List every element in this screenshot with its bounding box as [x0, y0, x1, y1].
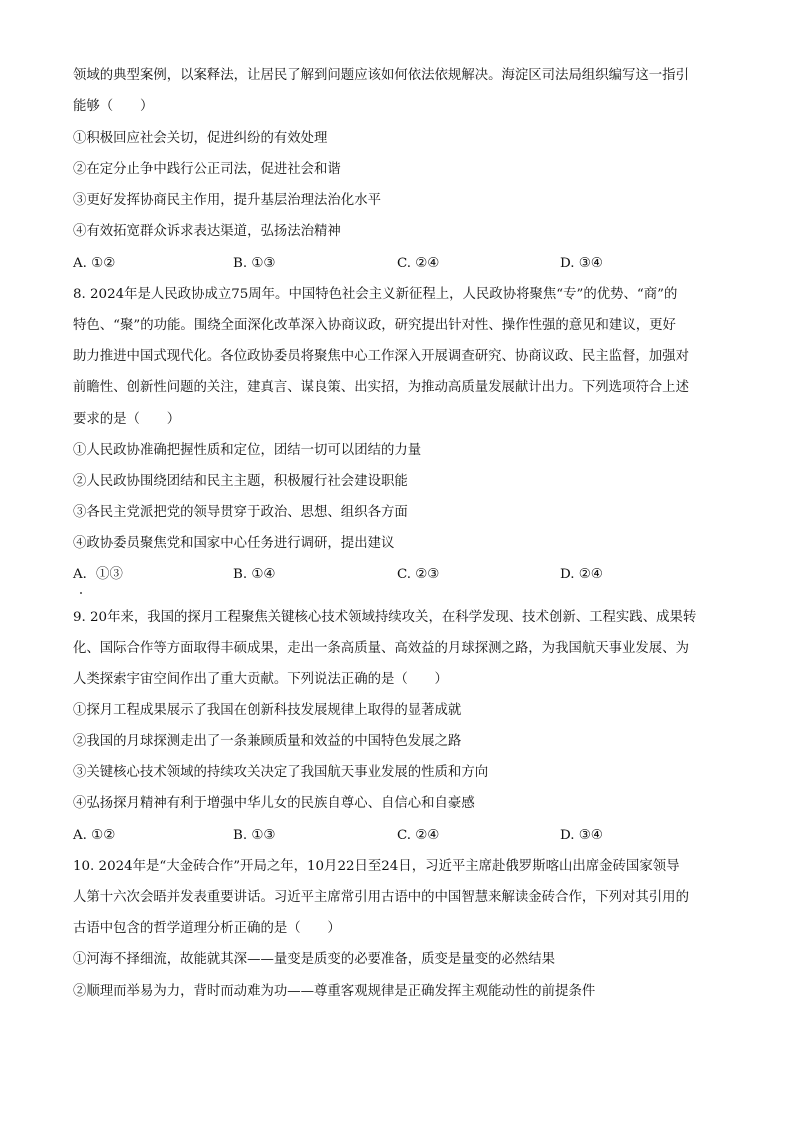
q7-option-b: B. ①③	[233, 256, 276, 271]
q10-item-1: ①河海不择细流，故能就其深——量变是质变的必要准备，质变是量变的必然结果	[73, 952, 556, 967]
q10-stem-line: 人第十六次会晤并发表重要讲话。习近平主席常引用古语中的中国智慧来解读金砖合作，下列对其引用的	[73, 890, 689, 905]
q9-option-a: A. ①②	[73, 828, 116, 843]
q7-item-2: ②在定分止争中践行公正司法，促进社会和谐	[73, 162, 341, 177]
q10-item-2: ②顺理而举易为力，背时而动难为功——尊重客观规律是正确发挥主观能动性的前提条件	[73, 984, 596, 999]
q8-stem-line: 要求的是（ ）	[73, 412, 181, 427]
q7-option-a: A. ①②	[73, 256, 116, 271]
q9-stem-line: 人类探索宇宙空间作出了重大贡献。下列说法正确的是（ ）	[73, 672, 448, 687]
q9-option-d: D. ③④	[560, 828, 603, 843]
q9-item-2: ②我国的月球探测走出了一条兼顾质量和效益的中国特色发展之路	[73, 734, 462, 749]
q8-item-3: ③各民主党派把党的领导贯穿于政治、思想、组织各方面	[73, 505, 408, 520]
q9-item-4: ④弘扬探月精神有利于增强中华儿女的民族自尊心、自信心和自豪感	[73, 796, 475, 811]
q10-stem-line: 古语中包含的哲学道理分析正确的是（ ）	[73, 921, 341, 936]
q7-item-4: ④有效拓宽群众诉求表达渠道，弘扬法治精神	[73, 224, 341, 239]
stray-mark	[80, 592, 82, 594]
q7-stem-line: 领域的典型案例，以案释法，让居民了解到问题应该如何依法依规解决。海淀区司法局组织编写这一指引	[73, 68, 689, 83]
q8-option-d: D. ②④	[560, 567, 603, 582]
q8-stem-line: 8. 2024年是人民政协成立75周年。中国特色社会主义新征程上，人民政协将聚焦“专”的优势、“商”的	[73, 287, 678, 302]
q7-item-1: ①积极回应社会关切，促进纠纷的有效处理	[73, 131, 328, 146]
q8-item-1: ①人民政协准确把握性质和定位，团结一切可以团结的力量	[73, 443, 422, 458]
q10-stem-line: 10. 2024年是“大金砖合作”开局之年，10月22日至24日，习近平主席赴俄罗斯喀山出席金砖国家领导	[73, 859, 680, 874]
q7-option-c: C. ②④	[397, 256, 440, 271]
q9-stem-line: 化、国际合作等方面取得丰硕成果，走出一条高质量、高效益的月球探测之路，为我国航天事业发展、为	[73, 641, 689, 656]
q9-option-b: B. ①③	[233, 828, 276, 843]
q9-item-3: ③关键核心技术领域的持续攻关决定了我国航天事业发展的性质和方向	[73, 765, 489, 780]
q9-option-c: C. ②④	[397, 828, 440, 843]
q9-stem-line: 9. 20年来，我国的探月工程聚焦关键核心技术领域持续攻关，在科学发现、技术创新、工程实践、成果转	[73, 610, 697, 625]
q8-item-4: ④政协委员聚焦党和国家中心任务进行调研，提出建议	[73, 536, 395, 551]
q7-stem-line: 能够（ ）	[73, 99, 154, 114]
q7-item-3: ③更好发挥协商民主作用，提升基层治理法治化水平	[73, 193, 381, 208]
q8-options	[73, 565, 723, 585]
q8-option-a: A．①③	[73, 567, 123, 582]
q8-stem-line: 助力推进中国式现代化。各位政协委员将聚焦中心工作深入开展调查研究、协商议政、民主监督，加强对	[73, 349, 689, 364]
q8-option-c: C. ②③	[397, 567, 440, 582]
q7-option-d: D. ③④	[560, 256, 603, 271]
q8-item-2: ②人民政协围绕团结和民主主题，积极履行社会建设职能	[73, 474, 408, 489]
q8-option-b: B. ①④	[233, 567, 276, 582]
q8-stem-line: 特色、“聚”的功能。围绕全面深化改革深入协商议政，研究提出针对性、操作性强的意见和建议，更好	[73, 318, 676, 333]
q8-stem-line: 前瞻性、创新性问题的关注，建真言、谋良策、出实招，为推动高质量发展献计出力。下列选项符合上述	[73, 380, 689, 395]
q9-options	[73, 826, 723, 846]
q9-item-1: ①探月工程成果展示了我国在创新科技发展规律上取得的显著成就	[73, 703, 462, 718]
q7-options	[73, 254, 723, 274]
